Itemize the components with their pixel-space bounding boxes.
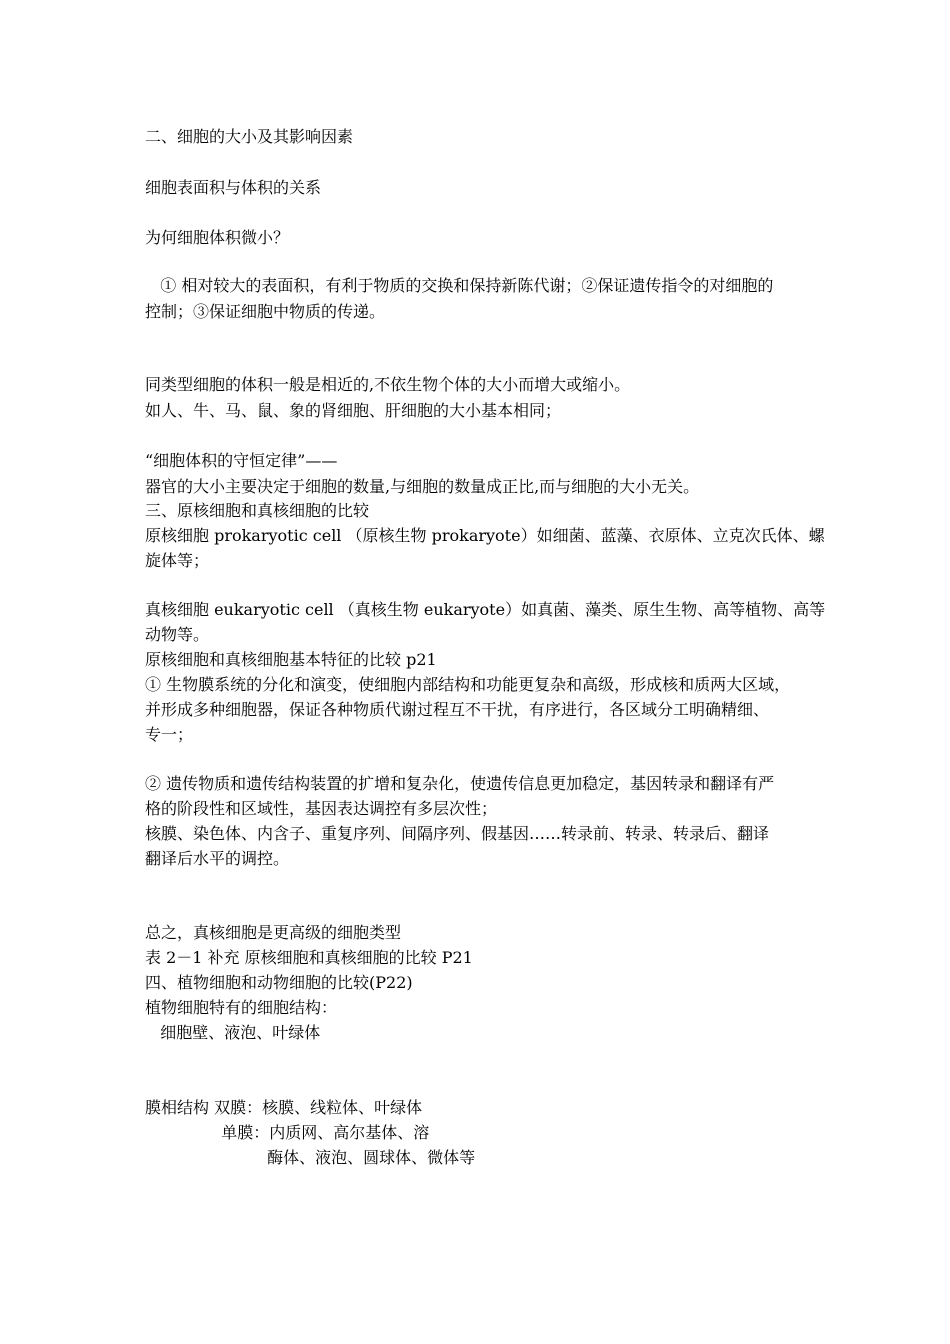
paragraph-line: ① 相对较大的表面积，有利于物质的交换和保持新陈代谢；②保证遗传指令的对细胞的 — [145, 276, 774, 295]
section-heading-prokaryote-eukaryote: 三、原核细胞和真核细胞的比较 — [145, 501, 370, 520]
membrane-structure-line: 酶体、液泡、圆球体、微体等 — [145, 1148, 476, 1167]
paragraph-line: 原核细胞 prokaryotic cell （原核生物 prokaryote）如细菌、蓝藻、衣原体、立克次氏体、螺 — [145, 526, 825, 545]
paragraph-line: ② 遗传物质和遗传结构装置的扩增和复杂化，使遗传信息更加稳定，基因转录和翻译有严 — [145, 774, 775, 793]
subheading-basic-features: 原核细胞和真核细胞基本特征的比较 p21 — [145, 650, 437, 669]
paragraph-line: 植物细胞特有的细胞结构： — [145, 998, 338, 1017]
section-heading-plant-animal: 四、植物细胞和动物细胞的比较(P22) — [145, 973, 413, 992]
paragraph-line: ① 生物膜系统的分化和演变，使细胞内部结构和功能更复杂和高级，形成核和质两大区域， — [145, 675, 791, 694]
summary-line: 总之，真核细胞是更高级的细胞类型 — [145, 923, 402, 942]
membrane-structure-line: 单膜：内质网、高尔基体、溶 — [145, 1123, 430, 1142]
paragraph-line: 翻译后水平的调控。 — [145, 849, 290, 868]
paragraph-line: 核膜、染色体、内含子、重复序列、间隔序列、假基因……转录前、转录、转录后、翻译 — [145, 824, 770, 843]
membrane-structure-line: 膜相结构 双膜：核膜、线粒体、叶绿体 — [145, 1098, 423, 1117]
paragraph-line: 如人、牛、马、鼠、象的肾细胞、肝细胞的大小基本相同； — [145, 401, 562, 420]
paragraph-line: 同类型细胞的体积一般是相近的,不依生物个体的大小而增大或缩小。 — [145, 375, 631, 394]
paragraph-line: 动物等。 — [145, 625, 210, 644]
paragraph-line: 旋体等； — [145, 551, 210, 570]
subheading-surface-volume: 细胞表面积与体积的关系 — [145, 178, 322, 197]
quote-heading: “细胞体积的守恒定律”—— — [145, 451, 338, 470]
paragraph-line: 控制；③保证细胞中物质的传递。 — [145, 302, 386, 321]
paragraph-line: 器官的大小主要决定于细胞的数量,与细胞的数量成正比,而与细胞的大小无关。 — [145, 477, 700, 496]
table-reference-line: 表 2－1 补充 原核细胞和真核细胞的比较 P21 — [145, 948, 473, 967]
paragraph-line: 细胞壁、液泡、叶绿体 — [145, 1023, 321, 1042]
question-line: 为何细胞体积微小？ — [145, 228, 290, 247]
section-heading-cell-size: 二、细胞的大小及其影响因素 — [145, 127, 354, 146]
paragraph-line: 格的阶段性和区域性，基因表达调控有多层次性； — [145, 799, 498, 818]
paragraph-line: 专一； — [145, 725, 194, 744]
paragraph-line: 并形成多种细胞器，保证各种物质代谢过程互不干扰，有序进行，各区域分工明确精细、 — [145, 700, 770, 719]
paragraph-line: 真核细胞 eukaryotic cell （真核生物 eukaryote）如真菌、藻类、原生生物、高等植物、高等 — [145, 600, 826, 619]
